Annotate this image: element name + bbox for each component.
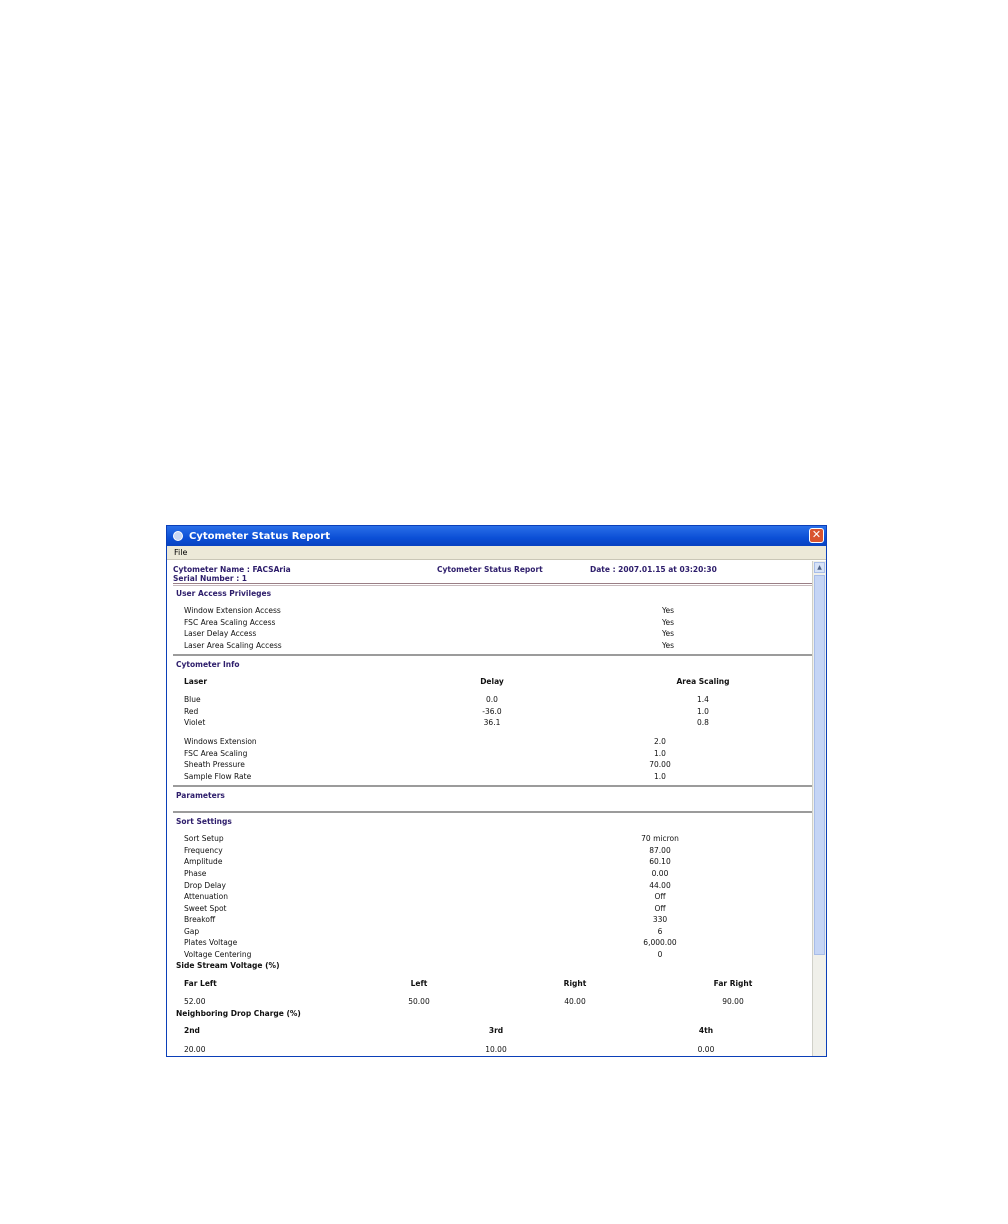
ss-col: Far Right: [713, 979, 753, 988]
setting-value: 1.0: [654, 749, 666, 758]
sort-settings-title: Sort Settings: [176, 817, 232, 826]
serial-number: Serial Number : 1: [173, 574, 248, 583]
sort-value: 44.00: [649, 881, 671, 890]
sort-value: 87.00: [649, 846, 671, 855]
laser-name: Violet: [184, 718, 206, 727]
laser-name: Blue: [184, 695, 201, 704]
sort-value: 0: [657, 950, 663, 959]
sort-label: Sort Setup: [184, 834, 224, 843]
col-laser: Laser: [184, 677, 208, 686]
laser-delay: 0.0: [486, 695, 498, 704]
col-delay: Delay: [480, 677, 504, 686]
sort-value: 0.00: [651, 869, 669, 878]
sort-value: 60.10: [649, 857, 671, 866]
report-title: Cytometer Status Report: [437, 565, 543, 574]
sort-label: Amplitude: [184, 857, 223, 866]
sort-label: Voltage Centering: [184, 950, 252, 959]
ua-value: Yes: [661, 641, 675, 650]
setting-label: FSC Area Scaling: [184, 749, 248, 758]
nd-col: 2nd: [184, 1026, 200, 1035]
side-stream-title: Side Stream Voltage (%): [176, 961, 280, 970]
scroll-thumb[interactable]: [814, 575, 825, 955]
ss-value: 50.00: [408, 997, 430, 1006]
menu-bar: [167, 546, 826, 560]
ua-label: FSC Area Scaling Access: [184, 618, 276, 627]
sort-value: 6: [657, 927, 663, 936]
setting-label: Sample Flow Rate: [184, 772, 252, 781]
sort-label: Frequency: [184, 846, 223, 855]
sort-label: Phase: [184, 869, 207, 878]
ua-label: Laser Area Scaling Access: [184, 641, 282, 650]
setting-value: 2.0: [654, 737, 666, 746]
section-divider: [173, 654, 813, 656]
sort-label: Gap: [184, 927, 200, 936]
ss-value: 90.00: [722, 997, 744, 1006]
sort-label: Breakoff: [184, 915, 216, 924]
sort-value: Off: [654, 892, 666, 901]
scroll-up-icon[interactable]: ▲: [814, 562, 825, 573]
user-access-title: User Access Privileges: [176, 589, 272, 598]
close-button[interactable]: ✕: [809, 528, 824, 543]
sort-value: 6,000.00: [643, 938, 677, 947]
setting-label: Windows Extension: [184, 737, 257, 746]
ua-value: Yes: [661, 618, 675, 627]
laser-name: Red: [184, 707, 199, 716]
ss-col: Left: [410, 979, 428, 988]
laser-area: 1.4: [697, 695, 709, 704]
cytometer-status-report-window: [166, 525, 827, 1057]
header-divider: [173, 583, 813, 586]
laser-area: 1.0: [697, 707, 709, 716]
col-area-scaling: Area Scaling: [676, 677, 730, 686]
laser-delay: -36.0: [482, 707, 502, 716]
laser-delay: 36.1: [483, 718, 501, 727]
report-content: [167, 561, 813, 1056]
title-bar[interactable]: [167, 526, 826, 546]
nd-value: 0.00: [697, 1045, 715, 1054]
nd-col: 3rd: [488, 1026, 504, 1035]
ua-value: Yes: [661, 629, 675, 638]
nd-value: 20.00: [184, 1045, 206, 1054]
laser-area: 0.8: [697, 718, 709, 727]
ss-value: 40.00: [564, 997, 586, 1006]
cytometer-info-title: Cytometer Info: [176, 660, 240, 669]
setting-label: Sheath Pressure: [184, 760, 245, 769]
sort-label: Plates Voltage: [184, 938, 238, 947]
ss-value: 52.00: [184, 997, 206, 1006]
sort-label: Attenuation: [184, 892, 228, 901]
ua-label: Window Extension Access: [184, 606, 281, 615]
section-divider: [173, 785, 813, 787]
sort-value: Off: [654, 904, 666, 913]
ua-value: Yes: [661, 606, 675, 615]
sort-value: 330: [652, 915, 668, 924]
window-title: Cytometer Status Report: [189, 530, 330, 542]
sort-value: 70 micron: [641, 834, 679, 843]
neighboring-title: Neighboring Drop Charge (%): [176, 1009, 301, 1018]
ss-col: Far Left: [184, 979, 217, 988]
section-divider: [173, 811, 813, 813]
sort-label: Sweet Spot: [184, 904, 227, 913]
sort-label: Drop Delay: [184, 881, 226, 890]
cytometer-name: Cytometer Name : FACSAria: [173, 565, 291, 574]
nd-col: 4th: [698, 1026, 714, 1035]
ua-label: Laser Delay Access: [184, 629, 257, 638]
ss-col: Right: [563, 979, 587, 988]
setting-value: 70.00: [649, 760, 671, 769]
menu-file[interactable]: File: [174, 548, 188, 557]
setting-value: 1.0: [654, 772, 666, 781]
parameters-title: Parameters: [176, 791, 225, 800]
report-date: Date : 2007.01.15 at 03:20:30: [590, 565, 717, 574]
app-icon: [173, 531, 183, 541]
nd-value: 10.00: [485, 1045, 507, 1054]
vertical-scrollbar[interactable]: [812, 561, 826, 1056]
